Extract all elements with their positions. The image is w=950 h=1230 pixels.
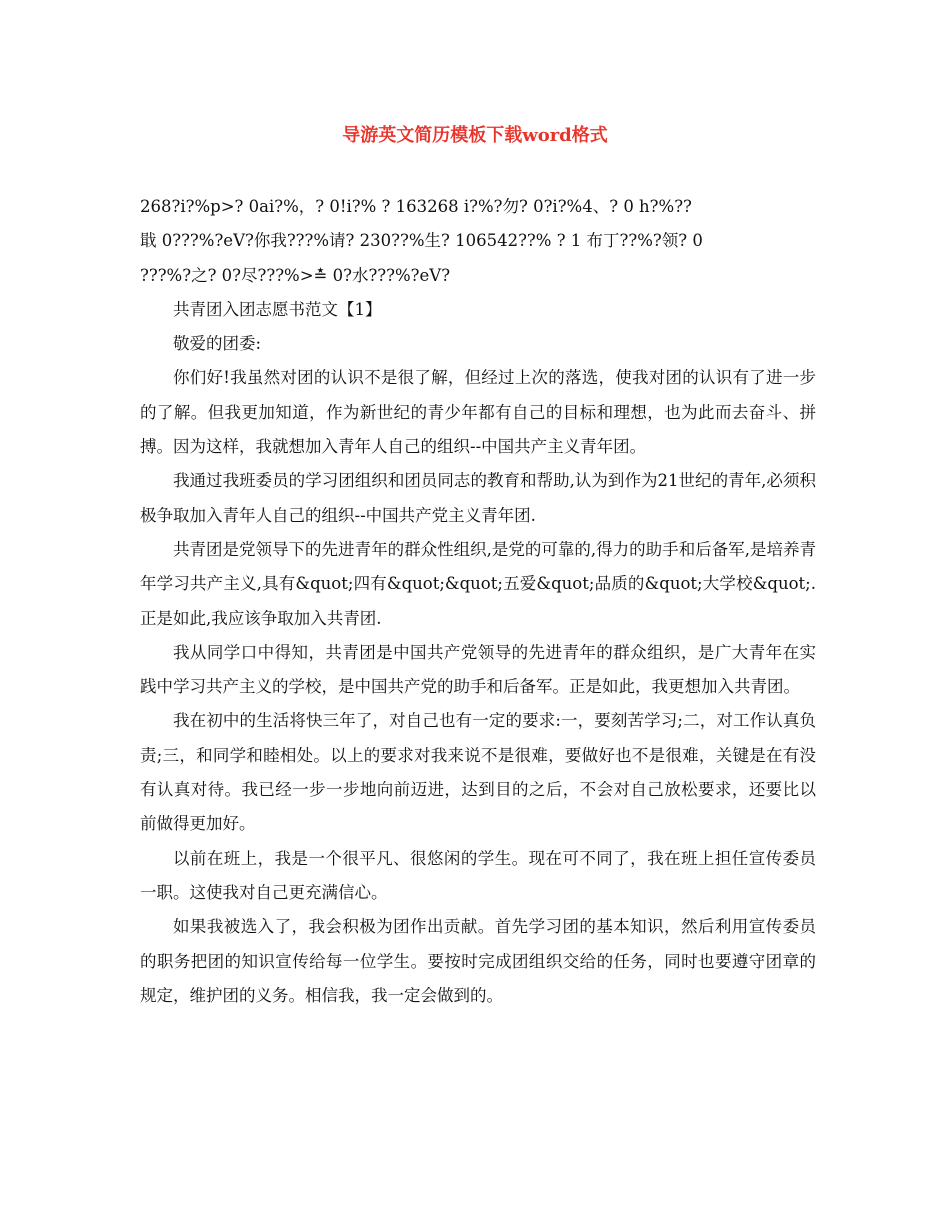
garbled-line: ???%?之? 0?尽???%>≛ 0?水???%?eV? xyxy=(140,265,451,285)
body-paragraph: 共青团是党领导下的先进青年的群众性组织,是党的可靠的,得力的助手和后备军,是培养青年学习共产主义,具有&quot;四有&quot;&quot;五爱&quot;品质的&quot;大学校&quot;.正是如此,我应该争取加入共青团. xyxy=(140,539,816,628)
body-paragraph: 你们好!我虽然对团的认识不是很了解，但经过上次的落选，使我对团的认识有了进一步的了解。但我更加知道，作为新世纪的青少年都有自己的目标和理想，也为此而去奋斗、拼搏。因为这样，我就想加入青年人自己的组织--中国共产主义青年团。 xyxy=(140,368,816,457)
document-body xyxy=(140,190,816,1013)
body-paragraph: 我通过我班委员的学习团组织和团员同志的教育和帮助,认为到作为21世纪的青年,必须积极争取加入青年人自己的组织--中国共产党主义青年团. xyxy=(140,471,816,525)
section-heading: 共青团入团志愿书范文【1】 xyxy=(173,299,382,319)
garbled-line: 戢 0???%?eV?你我???%请? 230??%生? 106542??% ? 1 布丁??%?领? 0 xyxy=(140,231,703,251)
document-title: 导游英文简历模板下载word格式 xyxy=(342,125,608,146)
body-paragraph: 如果我被选入了，我会积极为团作出贡献。首先学习团的基本知识，然后利用宣传委员的职务把团的知识宣传给每一位学生。要按时完成团组织交给的任务，同时也要遵守团章的规定，维护团的义务。相信我，我一定会做到的。 xyxy=(140,917,816,1005)
body-paragraph: 以前在班上，我是一个很平凡、很悠闲的学生。现在可不同了，我在班上担任宣传委员一职。这使我对自己更充满信心。 xyxy=(140,848,816,902)
garbled-line: 268?i?%p>? 0ai?%，? 0!i?% ? 163268 i?%?勿? 0?i?%4、? 0 h?%?? xyxy=(140,197,692,216)
body-paragraph: 我在初中的生活将快三年了，对自己也有一定的要求:一，要刻苦学习;二，对工作认真负责;三，和同学和睦相处。以上的要求对我来说不是很难，要做好也不是很难，关键是在有没有认真对待。我已经一步一步地向前迈进，达到目的之后，不会对自己放松要求，还要比以前做得更加好。 xyxy=(140,711,816,834)
salutation: 敬爱的团委: xyxy=(173,334,262,354)
body-paragraph: 我从同学口中得知，共青团是中国共产党领导的先进青年的群众组织，是广大青年在实践中学习共产主义的学校，是中国共产党的助手和后备军。正是如此，我更想加入共青团。 xyxy=(140,642,816,697)
